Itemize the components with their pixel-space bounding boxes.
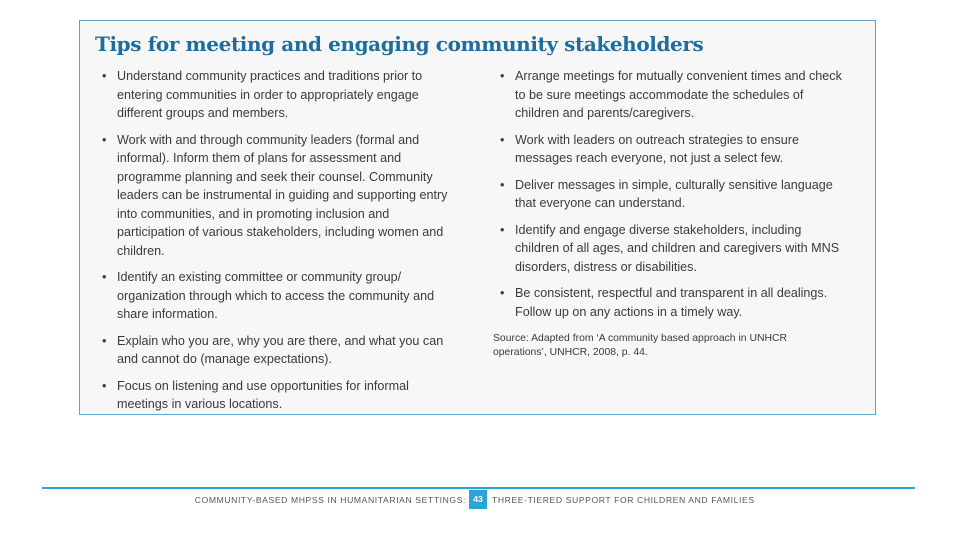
bullet-icon: • xyxy=(102,333,107,348)
tip-text: Understand community practices and traditions prior to entering communities in order to appropriately engage different groups and members. xyxy=(117,69,423,120)
list-item xyxy=(500,176,845,213)
list-item xyxy=(102,332,452,369)
list-item xyxy=(500,221,845,277)
bullet-icon: • xyxy=(500,69,505,83)
source-note: Source: Adapted from ‘A community based approach in UNHCR operations’, UNHCR, 2008, p. 44. xyxy=(493,333,787,358)
bullet-icon: • xyxy=(102,270,107,284)
list-item xyxy=(500,284,845,321)
tips-box xyxy=(79,20,876,415)
list-item xyxy=(102,67,452,123)
footer-section-title: THREE-TIERED SUPPORT FOR CHILDREN AND FAMILIES xyxy=(492,495,755,505)
box-title: Tips for meeting and engaging community stakeholders xyxy=(95,32,704,56)
tip-text: Arrange meetings for mutually convenient times and check to be sure meetings accommodate the schedules of children and parents/caregivers. xyxy=(515,69,842,120)
list-item xyxy=(102,268,452,324)
tip-text: Deliver messages in simple, culturally sensitive language that everyone can understand. xyxy=(515,177,833,210)
page-number-badge: 43 xyxy=(469,490,487,509)
tip-text: Focus on listening and use opportunities for informal meetings in various locations. xyxy=(117,378,409,411)
tip-text: Identify an existing committee or community group/ organization through which to access the community and share information. xyxy=(117,270,435,321)
tip-text: Work with and through community leaders (formal and informal). Inform them of plans for assessment and programme planning and seek their counsel. Community leaders can be instrumental in guiding and supporting entry into communities, and in promoting inclusion and participation of various stakeholders, including women and children. xyxy=(117,132,448,258)
footer-publication-title: COMMUNITY-BASED MHPSS IN HUMANITARIAN SETTINGS: xyxy=(194,495,466,505)
bullet-icon: • xyxy=(500,177,505,192)
left-tips-list xyxy=(102,67,452,422)
bullet-icon: • xyxy=(500,286,505,300)
footer-divider xyxy=(42,487,915,489)
bullet-icon: • xyxy=(102,132,107,147)
bullet-icon: • xyxy=(500,132,505,147)
tip-text: Explain who you are, why you are there, and what you can and cannot do (manage expectations). xyxy=(117,333,444,366)
tip-text: Identify and engage diverse stakeholders, including children of all ages, and children and caregivers with MNS disorders, distress or disabilities. xyxy=(515,222,840,274)
tip-text: Be consistent, respectful and transparent in all dealings. Follow up on any actions in a timely way. xyxy=(515,286,828,319)
right-tips-list xyxy=(500,67,845,329)
page-footer xyxy=(0,490,960,510)
list-item xyxy=(500,67,845,123)
bullet-icon: • xyxy=(102,378,107,393)
bullet-icon: • xyxy=(102,69,107,83)
bullet-icon: • xyxy=(500,222,505,237)
tip-text: Work with leaders on outreach strategies to ensure messages reach everyone, not just a select few. xyxy=(515,132,799,165)
list-item xyxy=(500,131,845,168)
list-item xyxy=(102,131,452,261)
list-item xyxy=(102,377,452,414)
